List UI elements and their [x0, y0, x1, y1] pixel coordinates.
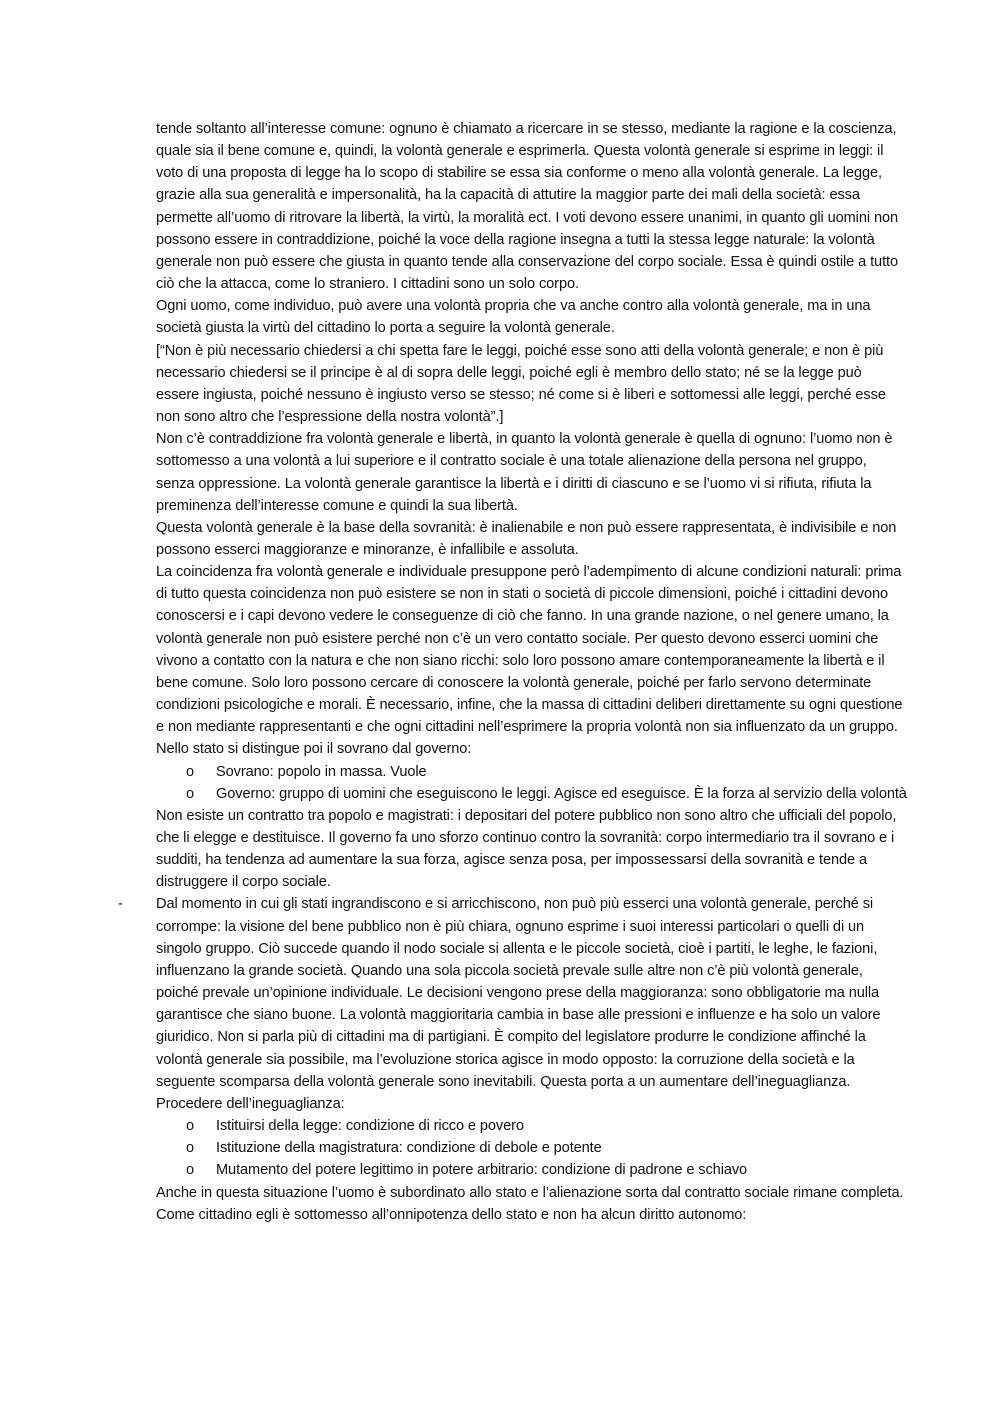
paragraph-sovereign-government: Nello stato si distingue poi il sovrano dal governo:: [156, 741, 472, 758]
list-item-text: Istituzione della magistratura: condizione di debole e potente: [216, 1140, 602, 1157]
list-item: [156, 783, 908, 805]
dash-bullet-icon: -: [118, 896, 123, 913]
list-item-text: Governo: gruppo di uomini che eseguiscono le leggi. Agisce ed eseguisce. È la forza al servizio della volontà: [216, 785, 907, 802]
paragraph-conditions: La coincidenza fra volontà generale e individuale presuppone però l’adempimento di alcune condizioni naturali: prima di tutto questa coincidenza non può esistere se non in stati o società di piccole dimensioni, poiché i cittadini devono conoscersi e i capi devono vedere le conseguenze di ciò che fanno. In una grande nazione, o nel genere umano, la volontà generale non può esistere perché non c’è un vero contatto sociale. Per questo devono esserci uomini che vivono a contatto con la natura e che non siano ricchi: solo loro possono amare contemporaneamente la libertà e il bene comune. Solo loro possono cercare di conoscere la volontà generale, poiché per farlo servono determinate condizioni psicologiche e morali. È necessario, infine, che la massa di cittadini deliberi direttamente su ogni questione e non mediante rappresentanti e che ogni cittadini nell’esprimere la propria volontà non sia influenzato da un gruppo.: [156, 564, 903, 736]
list-inequality: [156, 1115, 908, 1181]
list-sovereign-government: [156, 761, 908, 805]
circle-bullet-icon: o: [186, 1162, 195, 1179]
list-item: [156, 761, 908, 783]
document-body: [118, 118, 908, 1226]
paragraph-corruption: [118, 893, 908, 1092]
circle-bullet-icon: o: [186, 785, 195, 802]
circle-bullet-icon: o: [186, 763, 195, 780]
paragraph-common-interest: tende soltanto all’interesse comune: ognuno è chiamato a ricercare in se stesso, mediante la ragione e la coscienza, quale sia il bene comune e, quindi, la volontà generale e esprimerla. Questa volontà generale si esprime in leggi: il voto di una proposta di legge ha lo scopo di stabilire se essa sia conforme o meno alla volontà generale. La legge, grazie alla sua generalità e impersonalità, ha la capacità di attutire la maggior parte dei mali della società: essa permette all’uomo di ritrovare la libertà, la virtù, la moralità ect. I voti devono essere unanimi, in quanto gli uomini non possono essere in contraddizione, poiché la voce della ragione insegna a tutti la stessa legge naturale: la volontà generale non può essere che giusta in quanto tende alla conservazione del corpo sociale. Essa è quindi ostile a tutto ciò che la attacca, come lo straniero. I cittadini sono un solo corpo.: [156, 121, 899, 293]
paragraph-sovereignty: Questa volontà generale è la base della sovranità: è inalienabile e non può essere rappresentata, è indivisibile e non possono esserci maggioranze e minoranze, è infallibile e assoluta.: [156, 519, 897, 558]
circle-bullet-icon: o: [186, 1118, 195, 1135]
list-item-text: Istituirsi della legge: condizione di ricco e povero: [216, 1118, 524, 1135]
paragraph-alienation: Anche in questa situazione l’uomo è subordinato allo stato e l’alienazione sorta dal contratto sociale rimane completa. Come cittadino egli è sottomesso all’onnipotenza dello stato e non ha alcun diritto autonomo:: [156, 1184, 904, 1223]
paragraph-freedom: Non c’è contraddizione fra volontà generale e libertà, in quanto la volontà generale è quella di ognuno: l’uomo non è sottomesso a una volontà a lui superiore e il contratto sociale è una totale alienazione della persona nel gruppo, senza oppressione. La volontà generale garantisce la libertà e i diritti di ciascuno e se l’uomo vi si rifiuta, rifiuta la preminenza dell’interesse comune e quindi la sua libertà.: [156, 431, 893, 514]
list-item: [156, 1137, 908, 1159]
list-item: [156, 1115, 908, 1137]
paragraph-individual-will: Ogni uomo, come individuo, può avere una volontà propria che va anche contro alla volontà generale, ma in una società giusta la virtù del cittadino lo porta a seguire la volontà generale.: [156, 298, 871, 337]
list-item: [156, 1159, 908, 1181]
circle-bullet-icon: o: [186, 1140, 195, 1157]
paragraph-quotation: [“Non è più necessario chiedersi a chi spetta fare le leggi, poiché esse sono atti della volontà generale; e non è più necessario chiedersi se il principe è al di sopra delle leggi, poiché egli è membro dello stato; né se la legge può essere ingiusta, poiché nessuno è ingiusto verso se stesso; né come si è liberi e sottomessi alle leggi, perché esse non sono altro che l’espressione della nostra volontà”.]: [156, 342, 886, 426]
paragraph-magistrates: Non esiste un contratto tra popolo e magistrati: i depositari del potere pubblico non sono altro che ufficiali del popolo, che li elegge e destituisce. Il governo fa uno sforzo continuo contro la sovranità: corpo intermediario tra il sovrano e i sudditi, ha tendenza ad aumentare la sua forza, agisce senza posa, per impossessarsi della sovranità e tende a distruggere il corpo sociale.: [156, 807, 897, 891]
list-item-text: Sovrano: popolo in massa. Vuole: [216, 763, 427, 780]
paragraph-inequality-heading: Procedere dell’ineguaglianza:: [156, 1095, 345, 1112]
list-item-text: Mutamento del potere legittimo in potere arbitrario: condizione di padrone e schiavo: [216, 1162, 748, 1179]
paragraph-corruption-text: Dal momento in cui gli stati ingrandiscono e si arricchiscono, non può più esserci una volontà generale, perché si corrompe: la visione del bene pubblico non è più chiara, ognuno esprime i suoi interessi particolari o quelli di un singolo gruppo. Ciò succede quando il nodo sociale si allenta e le piccole società, cioè i partiti, le leghe, le fazioni, influenzano la grande società. Quando una sola piccola società prevale sulle altre non c’è più volontà generale, poiché prevale un’opinione individuale. Le decisioni vengono prese della maggioranza: sono obbligatorie ma nulla garantisce che siano buone. La volontà maggioritaria cambia in base alle pressioni e influenze e ha solo un valore giuridico. Non si parla più di cittadini ma di partigiani. È compito del legislatore produrre le condizione affinché la volontà generale sia possibile, ma l’evoluzione storica agisce in modo opposto: la corruzione della società e la seguente scomparsa della volontà generale sono inevitabili. Questa porta a un aumentare dell’ineguaglianza.: [156, 896, 881, 1090]
